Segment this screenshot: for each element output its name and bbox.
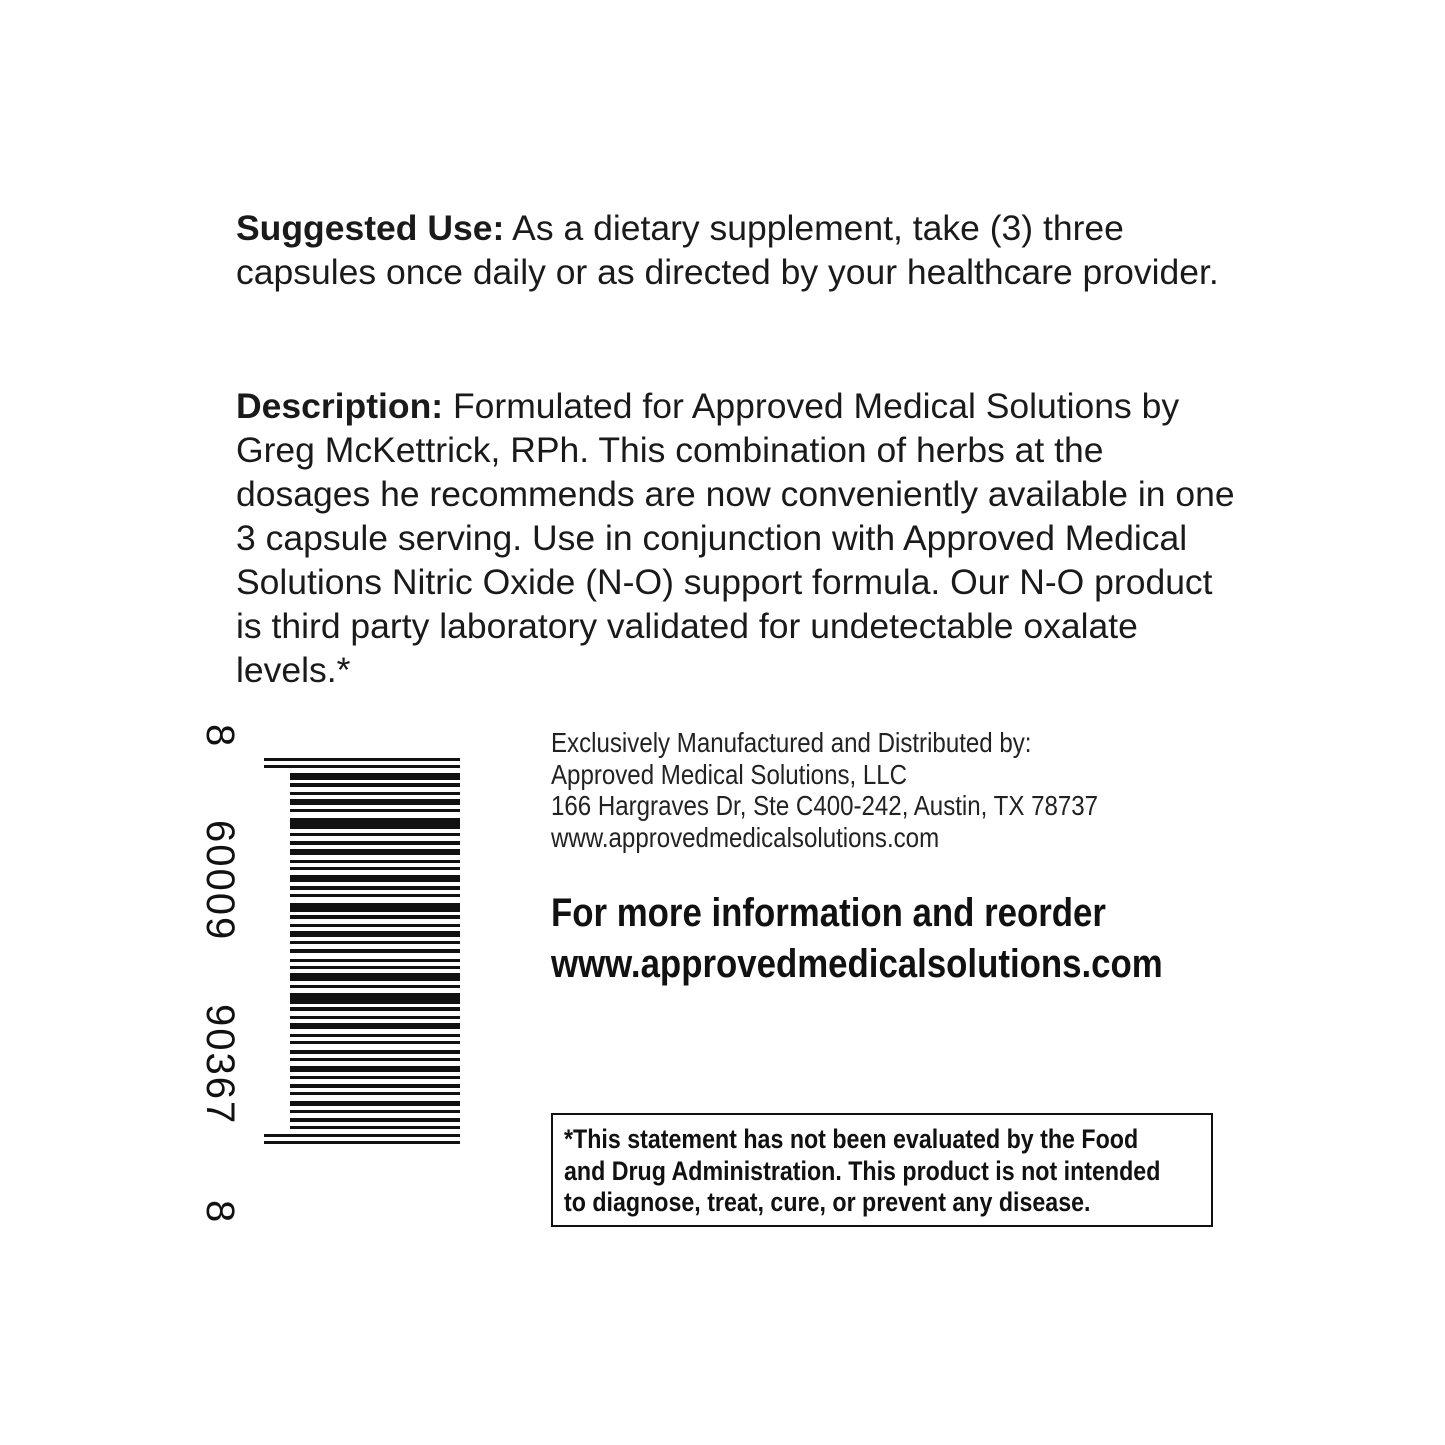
- barcode-bar: [290, 849, 460, 855]
- barcode-bar: [290, 949, 460, 953]
- barcode-bar: [290, 1092, 460, 1095]
- barcode-bar: [290, 875, 460, 882]
- barcode-bar: [290, 1041, 460, 1044]
- suggested-use-text: As a dietary supplement, take (3) three capsules once daily or as directed by your healthcare provider.: [236, 208, 1219, 292]
- barcode-bar: [290, 841, 460, 845]
- barcode-bar: [290, 1118, 460, 1122]
- barcode-bar: [290, 941, 460, 944]
- disclaimer-line-3: to diagnose, treat, cure, or prevent any disease.: [564, 1187, 1091, 1217]
- barcode-bar: [290, 903, 460, 912]
- suggested-use-label: Suggested Use:: [236, 208, 505, 248]
- barcode-bar: [290, 993, 460, 1004]
- barcode-bar: [290, 818, 460, 829]
- barcode-group-1: 60009: [198, 820, 242, 942]
- barcode-bar: [290, 833, 460, 836]
- barcode-bar: [264, 1134, 460, 1137]
- barcode-bar: [290, 783, 460, 787]
- barcode-bar: [290, 959, 460, 962]
- manufacturer-address: 166 Hargraves Dr, Ste C400-242, Austin, TX 78737: [551, 790, 1099, 821]
- barcode-bar: [290, 915, 460, 919]
- barcode-group-2: 90367: [198, 1004, 242, 1126]
- manufacturer-block: [551, 727, 1153, 853]
- barcode-bar: [290, 1126, 460, 1129]
- disclaimer-line-1: *This statement has not been evaluated by the Food: [564, 1124, 1139, 1154]
- barcode-lead-digit: 8: [198, 724, 242, 747]
- barcode-bar: [290, 860, 460, 863]
- reorder-block: [551, 888, 1247, 990]
- barcode-bar: [290, 1066, 460, 1072]
- barcode-bar: [290, 1007, 460, 1011]
- barcode-bar: [290, 1084, 460, 1088]
- barcode-bar: [290, 973, 460, 981]
- barcode-bar: [264, 1141, 460, 1144]
- barcode-bar: [290, 792, 460, 795]
- barcode-bar: [290, 1034, 460, 1037]
- disclaimer-line-2: and Drug Administration. This product is not intended: [564, 1155, 1161, 1186]
- barcode-bar: [290, 867, 460, 870]
- description-paragraph: [236, 384, 1236, 692]
- barcode-bar: [290, 886, 460, 890]
- description-text: Formulated for Approved Medical Solutions by Greg McKettrick, RPh. This combination of herbs at the dosages he recommends are now conveniently available in one 3 capsule serving. Use in conjunction with Approved Medical Solutions Nitric Oxide (N-O) support formula. Our N-O product is third party laboratory validated for undetectable oxalate levels.*: [236, 386, 1235, 690]
- barcode-bar: [290, 809, 460, 812]
- barcode-bar: [290, 894, 460, 897]
- barcode-bar: [290, 1050, 460, 1054]
- barcode-bar: [290, 966, 460, 969]
- barcode-bar: [290, 799, 460, 805]
- suggested-use-paragraph: [236, 206, 1236, 294]
- barcode-bar: [290, 1110, 460, 1113]
- manufacturer-heading: Exclusively Manufactured and Distributed by:: [551, 727, 1032, 758]
- barcode-digits: [198, 722, 278, 1242]
- barcode-bar: [264, 758, 460, 761]
- barcode-trail-digit: 8: [198, 1200, 242, 1223]
- barcode-bar: [290, 985, 460, 988]
- barcode-bar: [290, 773, 460, 780]
- barcode-bar: [290, 1058, 460, 1061]
- barcode-bar: [264, 765, 460, 768]
- fda-disclaimer-box: [551, 1113, 1213, 1227]
- manufacturer-company: Approved Medical Solutions, LLC: [551, 758, 908, 790]
- barcode-bar: [290, 924, 460, 927]
- barcode-bar: [290, 1016, 460, 1019]
- barcode-bar: [290, 1076, 460, 1079]
- barcode-bar: [290, 1023, 460, 1029]
- manufacturer-website: www.approvedmedicalsolutions.com: [551, 821, 940, 853]
- reorder-line-1: For more information and reorder: [551, 891, 1106, 935]
- barcode-bar: [290, 931, 460, 937]
- reorder-website: www.approvedmedicalsolutions.com: [551, 942, 1163, 986]
- barcode-bar: [290, 1101, 460, 1106]
- description-label: Description:: [236, 386, 444, 426]
